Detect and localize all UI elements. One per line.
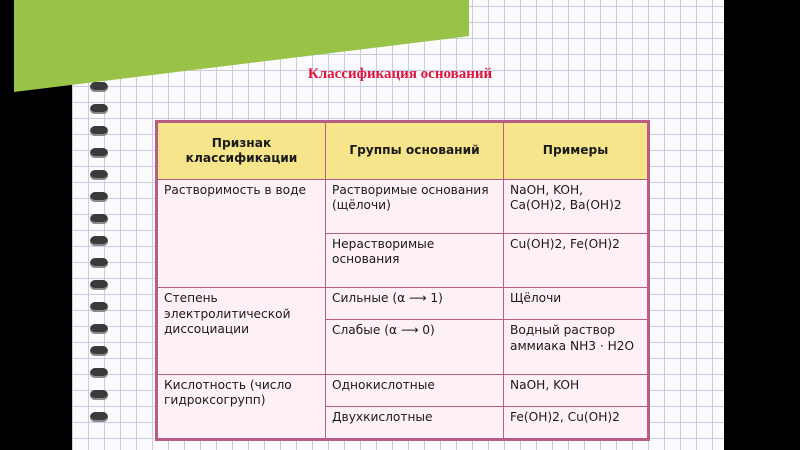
group-cell: Растворимые основания (щёлочи) [326,180,504,234]
example-cell: Водный раствор аммиака NH3 · H2O [504,320,648,374]
group-cell: Нерастворимые основания [326,234,504,288]
header-examples: Примеры [504,123,648,180]
group-cell: Слабые (α ⟶ 0) [326,320,504,374]
group-cell: Сильные (α ⟶ 1) [326,288,504,320]
header-groups: Группы оснований [326,123,504,180]
classification-table-wrapper [155,120,650,441]
table-row [158,374,648,406]
table-row [158,180,648,234]
table-header-row [158,123,648,180]
classification-table [157,122,648,439]
group-cell: Двухкислотные [326,406,504,438]
example-cell: Щёлочи [504,288,648,320]
feature-cell: Кислотность (число гидроксогрупп) [158,374,326,438]
spiral-binding [90,82,112,434]
example-cell: NaOH, KOH, Ca(OH)2, Ba(OH)2 [504,180,648,234]
page-title: Классификация оснований [307,66,493,82]
header-feature: Признак классификации [158,123,326,180]
group-cell: Однокислотные [326,374,504,406]
feature-cell: Степень электролитической диссоциации [158,288,326,374]
example-cell: NaOH, KOH [504,374,648,406]
example-cell: Cu(OH)2, Fe(OH)2 [504,234,648,288]
example-cell: Fe(OH)2, Cu(OH)2 [504,406,648,438]
feature-cell: Растворимость в воде [158,180,326,288]
table-row [158,288,648,320]
